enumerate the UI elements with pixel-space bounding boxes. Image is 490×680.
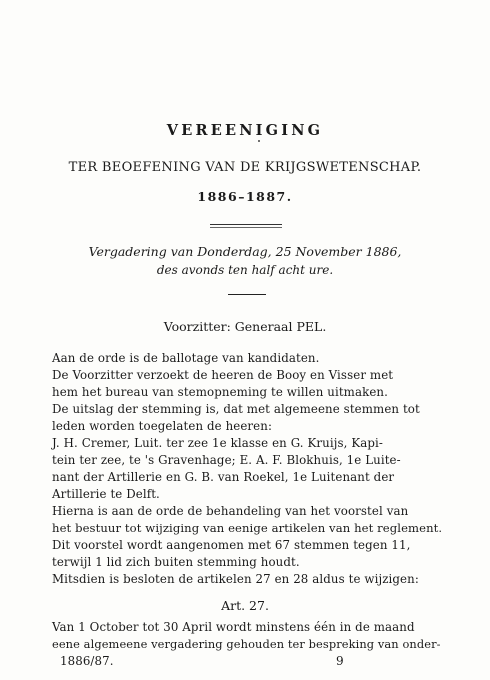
section-divider bbox=[228, 294, 266, 295]
body-line: Aan de orde is de ballotage van kandidaten. bbox=[52, 351, 320, 365]
ornamental-rule-secondary bbox=[210, 227, 282, 228]
society-title: VEREENIGING bbox=[166, 122, 324, 139]
body-line: terwijl 1 lid zich buiten stemming houdt. bbox=[52, 555, 300, 569]
session-years: 1886–1887. bbox=[197, 189, 293, 204]
ink-speck bbox=[258, 140, 260, 142]
body-line: hem het bureau van stemopneming te willen uitmaken. bbox=[52, 385, 388, 399]
meeting-time: des avonds ten half acht ure. bbox=[156, 263, 334, 277]
body-line: De uitslag der stemming is, dat met algemeene stemmen tot bbox=[52, 402, 420, 416]
society-subtitle: TER BEOEFENING VAN DE KRIJGSWETENSCHAP. bbox=[68, 160, 422, 175]
body-line: Artillerie te Delft. bbox=[52, 487, 160, 501]
meeting-date: Vergadering van Donderdag, 25 November 1886, bbox=[88, 244, 402, 259]
body-line: leden worden toegelaten de heeren: bbox=[52, 419, 273, 433]
article-line: 1886/87. bbox=[60, 654, 114, 668]
article-line: Van 1 October tot 30 April wordt minstens één in de maand bbox=[52, 620, 415, 634]
chairman-line: Voorzitter: Generaal PEL. bbox=[163, 319, 327, 334]
body-line: J. H. Cremer, Luit. ter zee 1e klasse en G. Kruijs, Kapi- bbox=[52, 436, 383, 450]
body-line: Hierna is aan de orde de behandeling van het voorstel van bbox=[52, 504, 409, 518]
article-line: eene algemeene vergadering gehouden ter bespreking van onder- bbox=[52, 637, 441, 651]
page-number: 9 bbox=[336, 654, 344, 668]
body-line: Mitsdien is besloten de artikelen 27 en 28 aldus te wijzigen: bbox=[52, 572, 419, 586]
body-line: nant der Artillerie en G. B. van Roekel, 1e Luitenant der bbox=[52, 470, 395, 484]
ornamental-rule bbox=[210, 224, 282, 225]
body-line: Dit voorstel wordt aangenomen met 67 stemmen tegen 11, bbox=[52, 538, 411, 552]
article-heading: Art. 27. bbox=[221, 598, 269, 613]
body-line: het bestuur tot wijziging van eenige artikelen van het reglement. bbox=[52, 521, 443, 535]
body-line: De Voorzitter verzoekt de heeren de Booy en Visser met bbox=[52, 368, 394, 382]
body-line: tein ter zee, te 's Gravenhage; E. A. F. Blokhuis, 1e Luite- bbox=[52, 453, 401, 467]
